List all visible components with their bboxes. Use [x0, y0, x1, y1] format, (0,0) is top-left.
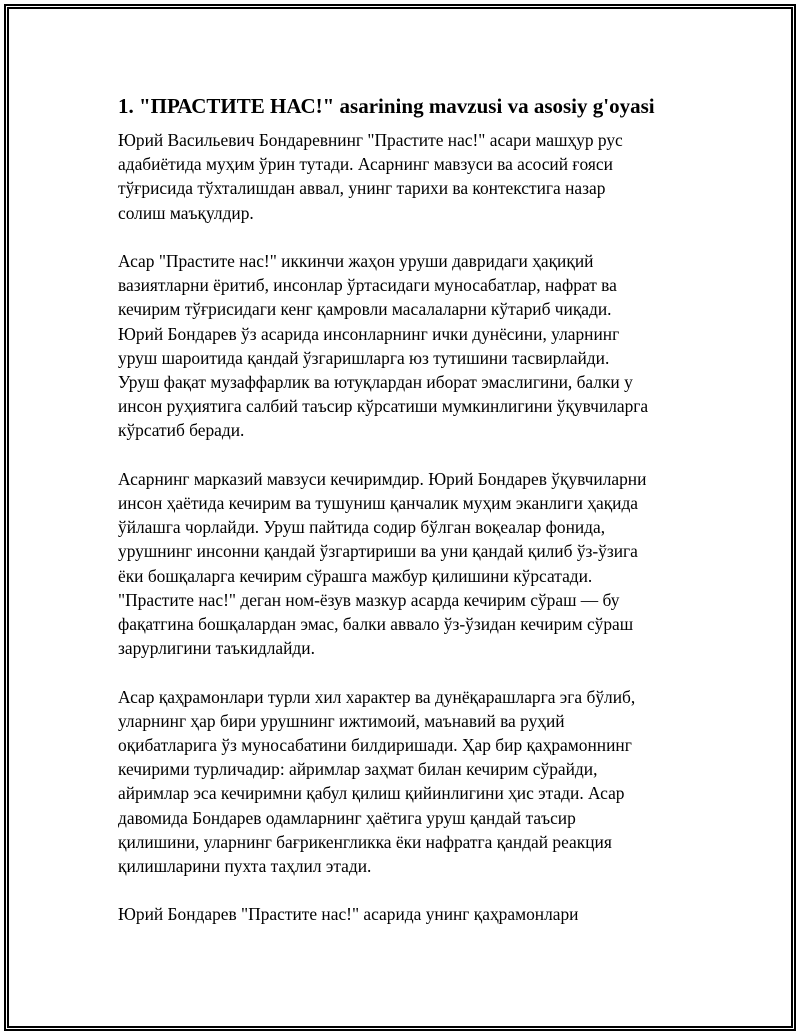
- text-line: "Прастите нас!" деган ном-ёзув мазкур асарда кечирим сўраш — бу: [118, 589, 620, 610]
- document-body: [118, 92, 698, 951]
- paragraph-5: [118, 902, 698, 926]
- paragraph-3: [118, 467, 698, 661]
- text-line: тўғрисида тўхталишдан аввал, унинг тарихи ва контекстига назар: [118, 178, 606, 199]
- text-line: Уруш фақат музаффарлик ва ютуқлардан иборат эмаслигини, балки у: [118, 372, 633, 393]
- paragraph-4: [118, 685, 698, 879]
- text-line: ёки бошқаларга кечирим сўрашга мажбур қилишини кўрсатади.: [118, 565, 593, 586]
- text-line: оқибатларига ўз муносабатини билдиришади. Ҳар бир қаҳрамоннинг: [118, 735, 632, 756]
- text-line: Юрий Бондарев ўз асарида инсонларнинг ички дунёсини, уларнинг: [118, 323, 620, 344]
- text-line: фақатгина бошқалардан эмас, балки аввало ўз-ўзидан кечирим сўраш: [118, 614, 634, 635]
- text-line: урушнинг инсонни қандай ўзгартириши ва уни қандай қилиб ўз-ўзига: [118, 541, 638, 562]
- text-line: Юрий Бондарев "Прастите нас!" асарида унинг қаҳрамонлари: [118, 904, 579, 925]
- text-line: адабиётида муҳим ўрин тутади. Асарнинг мавзуси ва асосий ғояси: [118, 154, 613, 175]
- paragraph-2: [118, 249, 698, 443]
- text-line: кўрсатиб беради.: [118, 420, 245, 441]
- text-line: солиш маъқулдир.: [118, 202, 254, 223]
- text-line: Юрий Васильевич Бондаревнинг "Прастите нас!" асари машҳур рус: [118, 130, 623, 150]
- paragraph-1: [118, 128, 698, 225]
- text-line: инсон ҳаётида кечирим ва тушуниш қанчалик муҳим эканлиги ҳақида: [118, 493, 639, 514]
- text-line: ўйлашга чорлайди. Уруш пайтида содир бўлган воқеалар фонида,: [118, 517, 606, 538]
- text-line: Асар "Прастите нас!" иккинчи жаҳон уруши давридаги ҳақиқий: [118, 251, 594, 271]
- text-line: кечирим тўғрисидаги кенг қамровли масалаларни кўтариб чиқади.: [118, 299, 612, 320]
- text-line: инсон руҳиятига салбий таъсир кўрсатиши мумкинлигини ўқувчиларга: [118, 396, 649, 417]
- text-line: қилишини, уларнинг бағрикенгликка ёки нафратга қандай реакция: [118, 831, 612, 852]
- text-line: қилишларини пухта таҳлил этади.: [118, 856, 372, 877]
- text-line: вазиятларни ёритиб, инсонлар ўртасидаги муносабатлар, нафрат ва: [118, 275, 617, 296]
- text-line: Асарнинг марказий мавзуси кечиримдир. Юрий Бондарев ўқувчиларни: [118, 468, 647, 489]
- text-line: Асар қаҳрамонлари турли хил характер ва дунёқарашларга эга бўлиб,: [118, 686, 636, 707]
- text-line: кечирими турличадир: айримлар заҳмат билан кечирим сўрайди,: [118, 759, 598, 780]
- text-line: уларнинг ҳар бири урушнинг ижтимоий, маънавий ва руҳий: [118, 710, 565, 731]
- section-title: 1. "ПРАСТИТЕ НАС!" asarining mavzusi va asosiy g'oyasi: [118, 94, 655, 118]
- text-line: зарурлигини таъкидлайди.: [118, 638, 315, 659]
- text-line: айримлар эса кечиримни қабул қилиш қийинлигини ҳис этади. Асар: [118, 783, 625, 804]
- text-line: уруш шароитида қандай ўзгаришларга юз тутишини тасвирлайди.: [118, 347, 610, 368]
- text-line: давомида Бондарев одамларнинг ҳаётига уруш қандай таъсир: [118, 807, 576, 828]
